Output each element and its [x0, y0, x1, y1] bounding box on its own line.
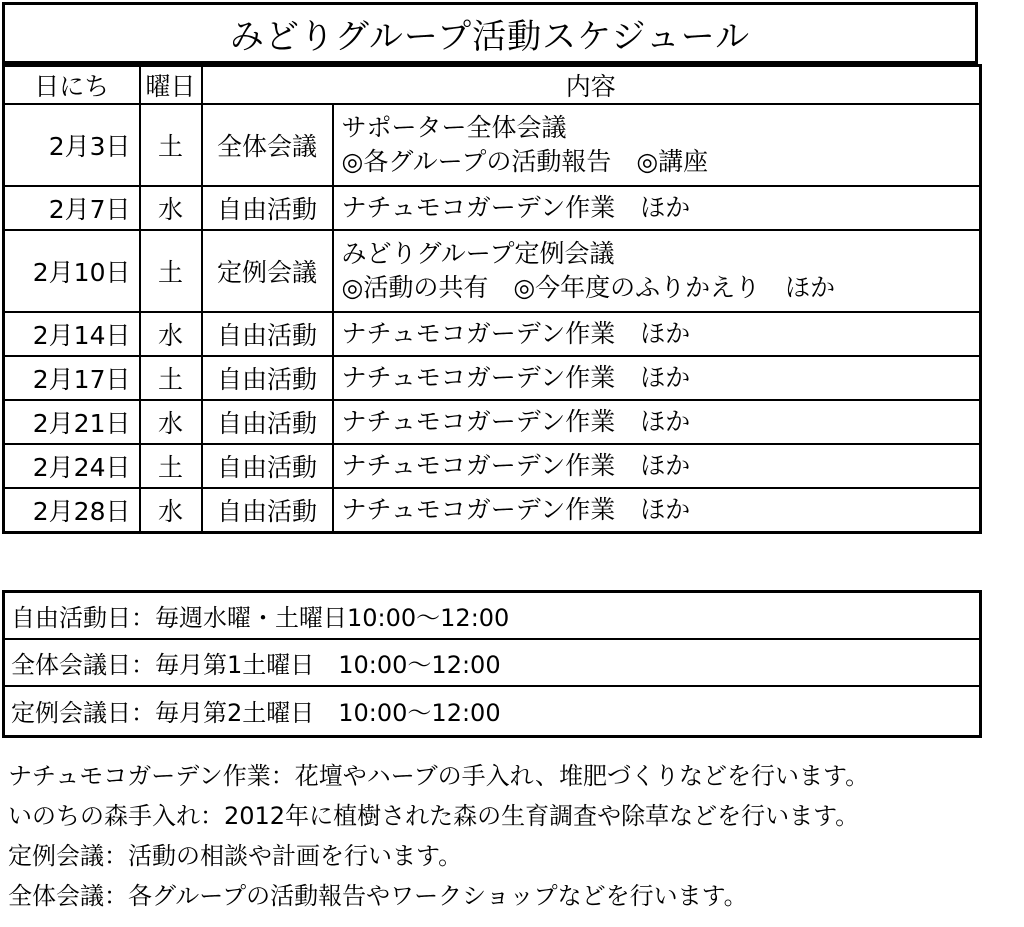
- row-content: [333, 230, 981, 312]
- note-regular-meeting: 定例会議：活動の相談や計画を行います。: [8, 842, 463, 870]
- content-line: ナチュモコガーデン作業 ほか: [341, 407, 691, 436]
- row-type: 自由活動: [202, 312, 333, 356]
- content-line: みどりグループ定例会議: [341, 239, 615, 268]
- row-date: 2月3日: [4, 104, 140, 186]
- row-day: 水: [140, 312, 202, 356]
- row-date: 2月21日: [4, 400, 140, 444]
- row-content: [333, 444, 981, 488]
- row-content: [333, 104, 981, 186]
- row-day: 水: [140, 488, 202, 533]
- table-row: [4, 356, 981, 400]
- hours-free-activity: 自由活動日：毎週水曜・土曜日10:00～12:00: [5, 593, 979, 640]
- note-general-meeting: 全体会議：各グループの活動報告やワークショップなどを行います。: [8, 882, 748, 910]
- row-content: [333, 186, 981, 230]
- table-header-row: [4, 66, 981, 105]
- row-date: 2月10日: [4, 230, 140, 312]
- row-day: 土: [140, 356, 202, 400]
- row-content: [333, 356, 981, 400]
- activity-hours-box: [2, 590, 982, 738]
- row-day: 水: [140, 186, 202, 230]
- row-day: 土: [140, 230, 202, 312]
- row-date: 2月7日: [4, 186, 140, 230]
- row-type: 定例会議: [202, 230, 333, 312]
- content-line: ◎各グループの活動報告 ◎講座: [341, 147, 709, 176]
- header-content: 内容: [202, 66, 981, 105]
- content-line: ナチュモコガーデン作業 ほか: [341, 495, 691, 524]
- content-line: ◎活動の共有 ◎今年度のふりかえり ほか: [341, 273, 836, 302]
- row-content: [333, 312, 981, 356]
- row-date: 2月24日: [4, 444, 140, 488]
- note-forest-care: いのちの森手入れ：2012年に植樹された森の生育調査や除草などを行います。: [8, 802, 860, 830]
- table-row: [4, 104, 981, 186]
- row-type: 自由活動: [202, 444, 333, 488]
- content-line: サポーター全体会議: [341, 113, 567, 142]
- row-type: 自由活動: [202, 186, 333, 230]
- content-line: ナチュモコガーデン作業 ほか: [341, 193, 691, 222]
- row-date: 2月17日: [4, 356, 140, 400]
- row-day: 土: [140, 444, 202, 488]
- hours-general-meeting: 全体会議日：毎月第1土曜日 10:00～12:00: [5, 640, 979, 687]
- content-line: ナチュモコガーデン作業 ほか: [341, 363, 691, 392]
- row-content: [333, 488, 981, 533]
- table-row: [4, 230, 981, 312]
- row-date: 2月28日: [4, 488, 140, 533]
- schedule-title: みどりグループ活動スケジュール: [2, 2, 978, 64]
- row-type: 自由活動: [202, 400, 333, 444]
- table-row: [4, 400, 981, 444]
- schedule-table: [2, 64, 982, 534]
- row-date: 2月14日: [4, 312, 140, 356]
- content-line: ナチュモコガーデン作業 ほか: [341, 319, 691, 348]
- row-type: 自由活動: [202, 356, 333, 400]
- header-day: 曜日: [140, 66, 202, 105]
- note-garden-work: ナチュモコガーデン作業：花壇やハーブの手入れ、堆肥づくりなどを行います。: [8, 762, 870, 790]
- table-row: [4, 186, 981, 230]
- content-line: ナチュモコガーデン作業 ほか: [341, 451, 691, 480]
- row-type: 全体会議: [202, 104, 333, 186]
- table-row: [4, 444, 981, 488]
- row-type: 自由活動: [202, 488, 333, 533]
- hours-regular-meeting: 定例会議日：毎月第2土曜日 10:00～12:00: [11, 699, 501, 727]
- row-content: [333, 400, 981, 444]
- notes-section: [8, 756, 1018, 916]
- table-row: [4, 312, 981, 356]
- table-row: [4, 488, 981, 533]
- header-date: 日にち: [4, 66, 140, 105]
- row-day: 水: [140, 400, 202, 444]
- row-day: 土: [140, 104, 202, 186]
